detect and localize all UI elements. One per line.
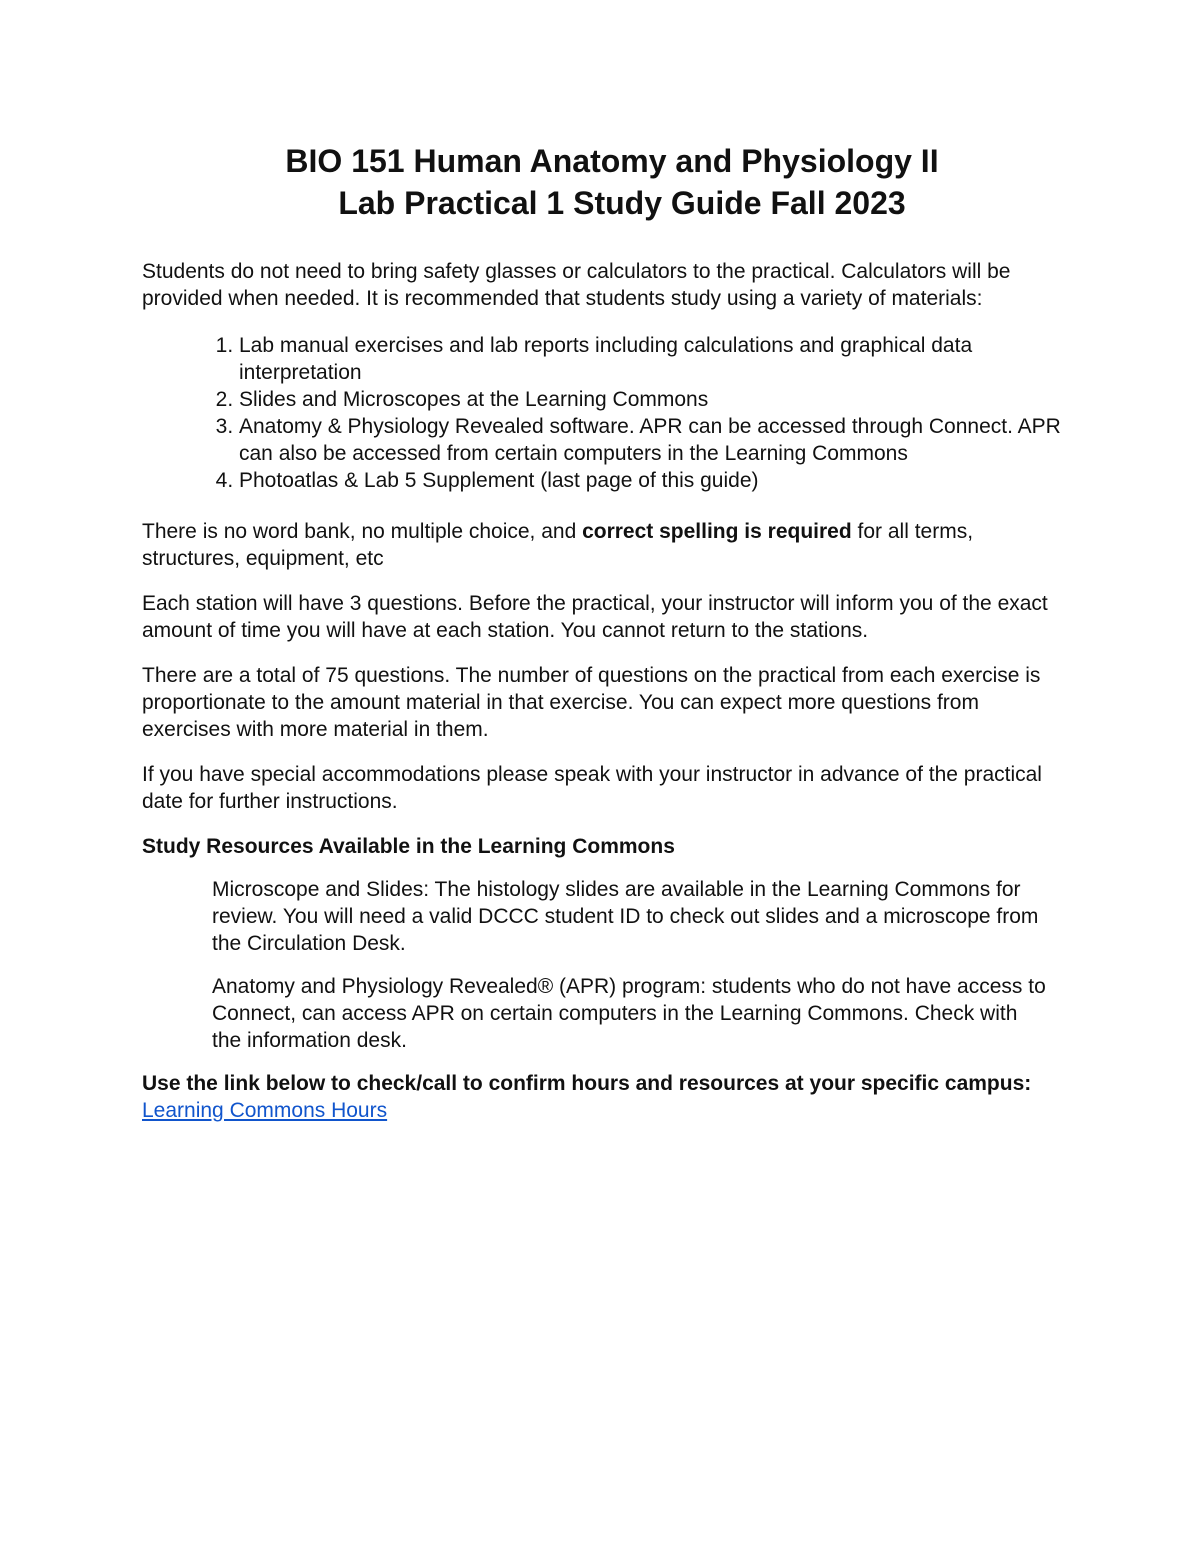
- document-title: [142, 140, 1062, 224]
- document-page: [142, 140, 1062, 1124]
- spelling-text-after: for all terms, structures, equipment, etc: [142, 520, 974, 570]
- microscope-paragraph: Microscope and Slides: The histology slides are available in the Learning Commons for review. You will need a valid DCCC student ID to check out slides and a microscope from the Circulation Desk.: [212, 878, 1039, 955]
- intro-paragraph: Students do not need to bring safety glasses or calculators to the practical. Calculators will be provided when needed. It is recommended that students study using a variety of materials:: [142, 260, 1011, 310]
- list-item: 3. Anatomy & Physiology Revealed software. APR can be accessed through Connect. APR can also be accessed from certain computers in the Learning Commons: [239, 413, 1062, 467]
- accommodations-paragraph: If you have special accommodations please speak with your instructor in advance of the practical date for further instructions.: [142, 763, 1042, 813]
- spelling-paragraph: [142, 518, 1062, 572]
- resources-heading: Study Resources Available in the Learning Commons: [142, 835, 675, 858]
- list-item: 1. Lab manual exercises and lab reports including calculations and graphical data interpretation: [239, 332, 1062, 386]
- learning-commons-hours-link[interactable]: Learning Commons Hours: [142, 1099, 388, 1122]
- materials-list: [142, 332, 1062, 494]
- closing-bold-text: Use the link below to check/call to confirm hours and resources at your specific campus:: [142, 1072, 1032, 1095]
- spelling-emphasis: correct spelling is required: [582, 520, 852, 543]
- apr-paragraph: Anatomy and Physiology Revealed® (APR) program: students who do not have access to Connect, can access APR on certain computers in the Learning Commons. Check with the information desk.: [212, 975, 1046, 1052]
- questions-paragraph: There are a total of 75 questions. The number of questions on the practical from each exercise is proportionate to the amount material in that exercise. You can expect more questions from exercises with more material in them.: [142, 664, 1041, 741]
- stations-paragraph: Each station will have 3 questions. Before the practical, your instructor will inform you of the exact amount of time you will have at each station. You cannot return to the stations.: [142, 592, 1048, 642]
- title-line-2: Lab Practical 1 Study Guide Fall 2023: [338, 185, 906, 221]
- spelling-text-before: There is no word bank, no multiple choice, and: [142, 520, 583, 543]
- title-line-1: BIO 151 Human Anatomy and Physiology II: [285, 143, 939, 179]
- closing-paragraph: [142, 1070, 1062, 1124]
- list-item: 2. Slides and Microscopes at the Learning Commons: [239, 386, 1062, 413]
- list-item: 4. Photoatlas & Lab 5 Supplement (last page of this guide): [239, 467, 1062, 494]
